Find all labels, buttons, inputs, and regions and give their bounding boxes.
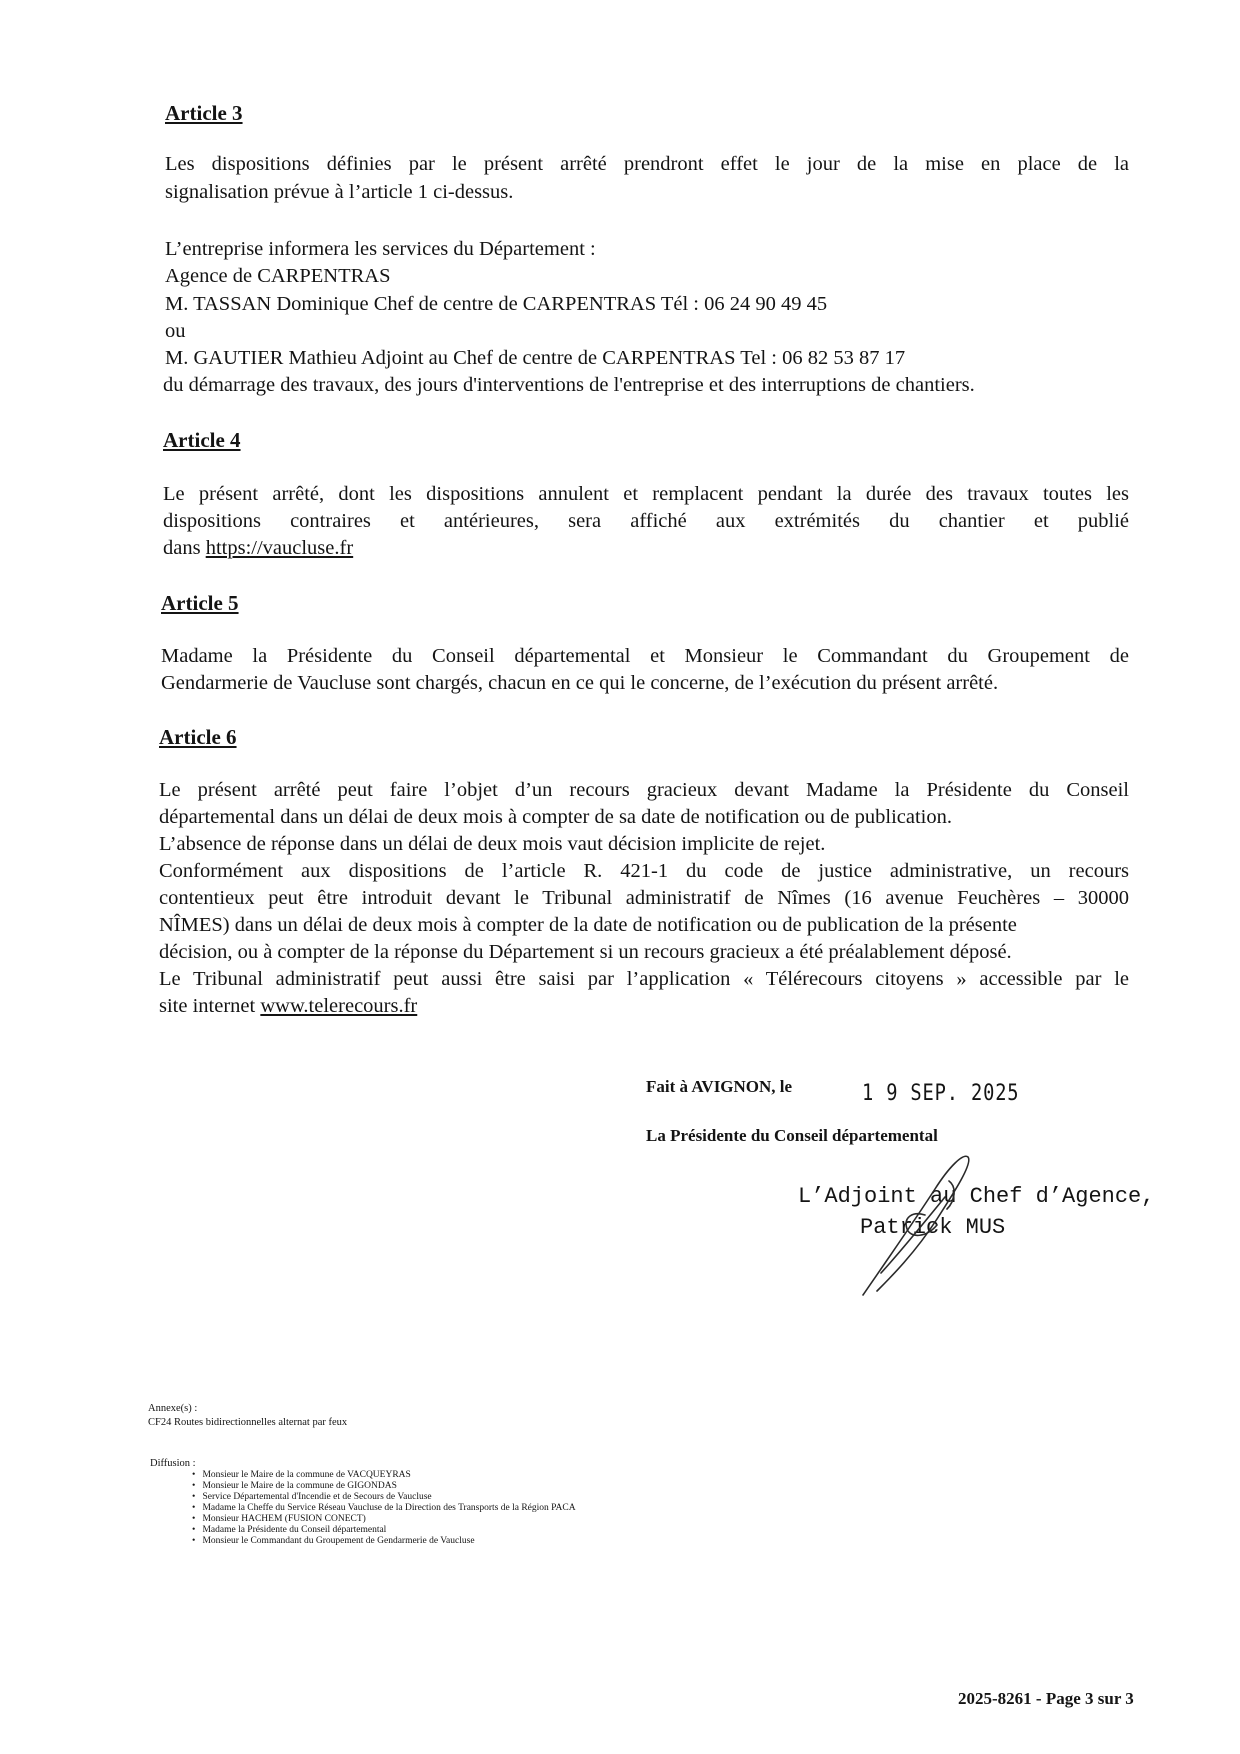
list-item: • Monsieur le Commandant du Groupement de Gendarmerie de Vaucluse <box>192 1536 475 1546</box>
article-6-text-line3: L’absence de réponse dans un délai de deux mois vaut décision implicite de rejet. <box>159 833 826 855</box>
article-6-text-line4: Conformément aux dispositions de l’article R. 421-1 du code de justice administrative, un recours <box>159 860 1129 882</box>
list-item: • Service Départemental d'Incendie et de Secours de Vaucluse <box>192 1492 432 1502</box>
list-item: • Monsieur le Maire de la commune de GIGONDAS <box>192 1481 397 1491</box>
article-4-text-line2: dispositions contraires et antérieures, sera affiché aux extrémités du chantier et publié <box>163 510 1129 532</box>
list-item: • Monsieur le Maire de la commune de VACQUEYRAS <box>192 1470 411 1480</box>
page-reference: 2025-8261 - Page 3 sur 3 <box>958 1689 1134 1708</box>
article-3-text-line2: signalisation prévue à l’article 1 ci-dessus. <box>165 181 514 203</box>
list-item: • Madame la Présidente du Conseil départemental <box>192 1525 387 1535</box>
article-6-text-line2: départemental dans un délai de deux mois à compter de sa date de notification ou de publication. <box>159 806 952 828</box>
article-3-heading: Article 3 <box>165 101 243 125</box>
list-item: • Madame la Cheffe du Service Réseau Vaucluse de la Direction des Transports de la Région PACA <box>192 1503 576 1513</box>
article-6-text-line1: Le présent arrêté peut faire l’objet d’un recours gracieux devant Madame la Présidente du Conseil <box>159 779 1129 801</box>
telerecours-link[interactable]: www.telerecours.fr <box>260 995 418 1017</box>
diffusion-list <box>192 1470 576 1547</box>
signature-title: La Présidente du Conseil départemental <box>646 1126 938 1145</box>
annexes-item: CF24 Routes bidirectionnelles alternat par feux <box>148 1417 348 1428</box>
article-3-text-line1: Les dispositions définies par le présent arrêté prendront effet le jour de la mise en place de la <box>165 153 1129 175</box>
info-or: ou <box>165 320 186 342</box>
info-line1: L’entreprise informera les services du Département : <box>165 238 596 260</box>
article-6-text-line6: NÎMES) dans un délai de deux mois à compter de la date de notification ou de publication de la présente <box>159 914 1017 936</box>
signatory-role: L’Adjoint au Chef d’Agence, <box>798 1184 1155 1209</box>
article-6-text-line5: contentieux peut être introduit devant le Tribunal administratif de Nîmes (16 avenue Feuchères – 30000 <box>159 887 1129 909</box>
article-4-text-line1: Le présent arrêté, dont les dispositions annulent et remplacent pendant la durée des travaux toutes les <box>163 483 1129 505</box>
info-agency: Agence de CARPENTRAS <box>165 265 391 287</box>
article-5-text-line2: Gendarmerie de Vaucluse sont chargés, chacun en ce qui le concerne, de l’exécution du présent arrêté. <box>161 672 999 694</box>
date-stamp: 1 9 SEP. 2025 <box>862 1081 1020 1106</box>
info-contact1: M. TASSAN Dominique Chef de centre de CARPENTRAS Tél : 06 24 90 49 45 <box>165 293 828 315</box>
list-item: • Monsieur HACHEM (FUSION CONECT) <box>192 1514 366 1524</box>
article-6-text-line7: décision, ou à compter de la réponse du Département si un recours gracieux a été préalablement déposé. <box>159 941 1012 963</box>
annexes-label: Annexe(s) : <box>148 1403 198 1414</box>
article-5-heading: Article 5 <box>161 591 239 615</box>
signatory-name: Patrick MUS <box>860 1215 1006 1240</box>
signature-place: Fait à AVIGNON, le <box>646 1077 793 1096</box>
info-line6: du démarrage des travaux, des jours d'interventions de l'entreprise et des interruptions de chantiers. <box>163 374 975 396</box>
article-6-text-line9: site internet www.telerecours.fr <box>159 995 418 1017</box>
article-4-text-line3: dans https://vaucluse.fr <box>163 537 354 559</box>
article-5-text-line1: Madame la Présidente du Conseil départemental et Monsieur le Commandant du Groupement de <box>161 645 1129 667</box>
info-contact2: M. GAUTIER Mathieu Adjoint au Chef de centre de CARPENTRAS Tel : 06 82 53 87 17 <box>165 347 906 369</box>
article-6-text-line8: Le Tribunal administratif peut aussi être saisi par l’application « Télérecours citoyens » accessible par le <box>159 968 1129 990</box>
vaucluse-link[interactable]: https://vaucluse.fr <box>205 537 354 559</box>
article-6-heading: Article 6 <box>159 725 237 749</box>
handwritten-signature <box>855 1145 985 1305</box>
article-4-heading: Article 4 <box>163 428 241 452</box>
diffusion-label: Diffusion : <box>150 1458 196 1469</box>
